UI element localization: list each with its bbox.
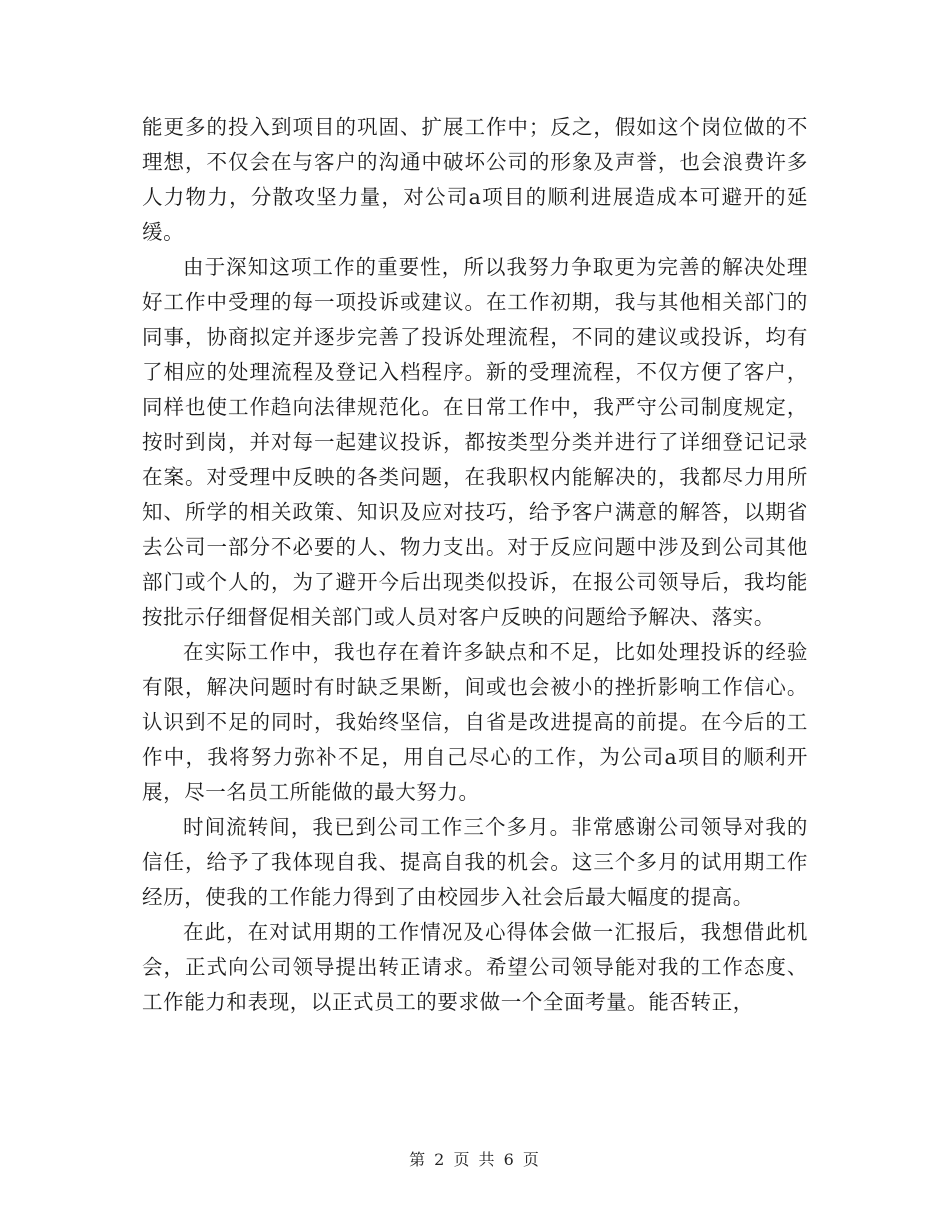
paragraph-2: 由于深知这项工作的重要性，所以我努力争取更为完善的解决处理好工作中受理的每一项投诉或建议。在工作初期，我与其他相关部门的同事，协商拟定并逐步完善了投诉处理流程，不同的建议或投诉，均有了相应的处理流程及登记入档程序。新的受理流程，不仅方便了客户，同样也使工作趋向法律规范化。在日常工作中，我严守公司制度规定，按时到岗，并对每一起建议投诉，都按类型分类并进行了详细登记记录在案。对受理中反映的各类问题，在我职权内能解决的，我都尽力用所知、所学的相关政策、知识及应对技巧，给予客户满意的解答，以期省去公司一部分不必要的人、物力支出。对于反应问题中涉及到公司其他部门或个人的，为了避开今后出现类似投诉，在报公司领导后，我均能按批示仔细督促相关部门或人员对客户反映的问题给予解决、落实。 [142, 255, 808, 629]
paragraph-1: 能更多的投入到项目的巩固、扩展工作中；反之，假如这个岗位做的不理想，不仅会在与客户的沟通中破坏公司的形象及声誉，也会浪费许多人力物力，分散攻坚力量，对公司a项目的顺利进展造成本可避开的延缓。 [142, 115, 808, 244]
paragraph-5: 在此，在对试用期的工作情况及心得体会做一汇报后，我想借此机会，正式向公司领导提出转正请求。希望公司领导能对我的工作态度、工作能力和表现，以正式员工的要求做一个全面考量。能否转正， [142, 920, 808, 1014]
document-body [142, 110, 808, 1020]
page-number-footer: 第 2 页 共 6 页 [409, 1150, 541, 1169]
paragraph-3: 在实际工作中，我也存在着许多缺点和不足，比如处理投诉的经验有限，解决问题时有时缺乏果断，间或也会被小的挫折影响工作信心。认识到不足的同时，我始终坚信，自省是改进提高的前提。在今后的工作中，我将努力弥补不足，用自己尽心的工作，为公司a项目的顺利开展，尽一名员工所能做的最大努力。 [142, 640, 808, 804]
paragraph-4: 时间流转间，我已到公司工作三个多月。非常感谢公司领导对我的信任，给予了我体现自我、提高自我的机会。这三个多月的试用期工作经历，使我的工作能力得到了由校园步入社会后最大幅度的提高。 [142, 815, 808, 909]
